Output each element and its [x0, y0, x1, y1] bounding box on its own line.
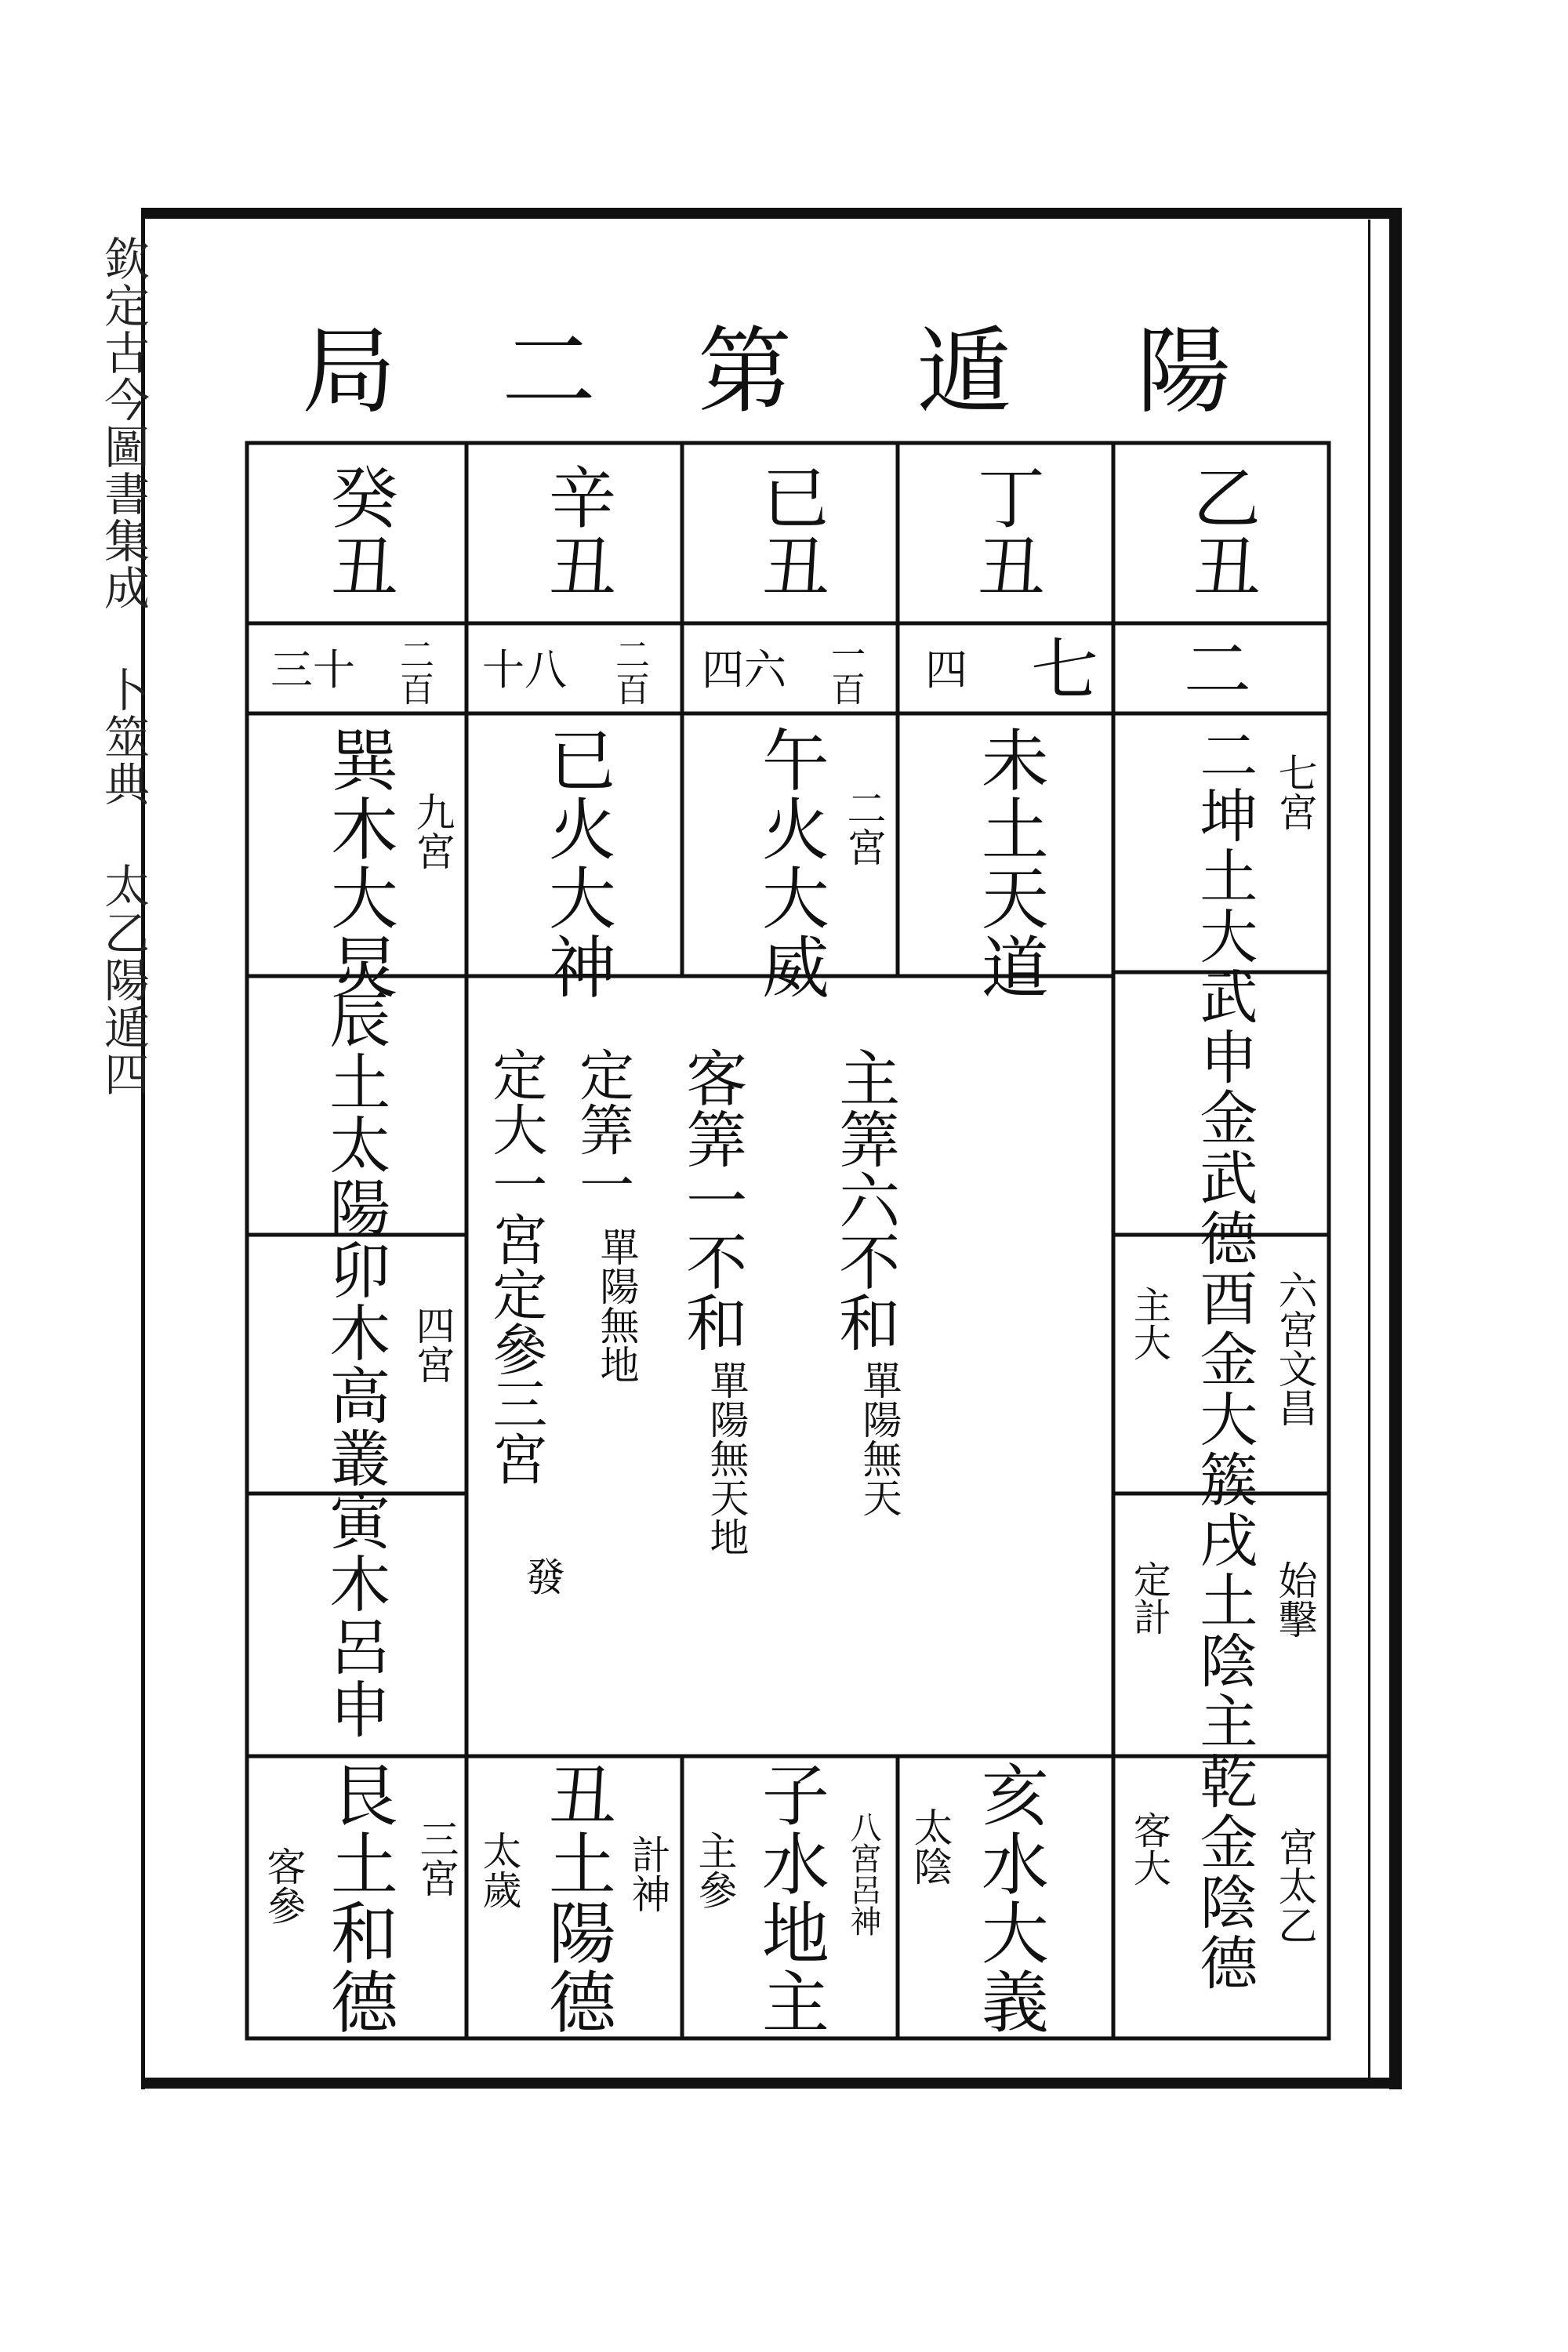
center-host-note: 單陽無天 — [856, 1360, 902, 1517]
number-cell-4-a: 二百 — [609, 637, 649, 706]
center-fixed-palace-note: 發 — [519, 1556, 565, 1595]
upper-cell-2-label: 二宮 — [840, 788, 887, 866]
stem-cell-2: 丁丑 — [965, 463, 1044, 601]
right-label-sixth-palace: 六宮文昌 — [1272, 1270, 1318, 1427]
upper-cell-2: 午火大威 — [750, 725, 829, 1001]
bottom-cell-1-label: 太陰 — [907, 1807, 953, 1886]
stem-cell-4: 辛丑 — [536, 463, 615, 601]
upper-cell-1: 未土天道 — [969, 725, 1048, 1001]
number-cell-4-b: 十八 — [482, 645, 567, 695]
right-column-text: 二坤土大武申金武德酉金大簇戌土陰主乾金陰德 — [1190, 725, 1258, 1993]
right-label-start: 始擊 — [1272, 1560, 1318, 1639]
upper-cell-3: 已火大神 — [536, 725, 615, 1001]
center-guest-note: 單陽無天地 — [703, 1360, 750, 1556]
left-label-fourth-palace: 四宮 — [409, 1305, 456, 1384]
margin-caption: 欽定古今圖書集成 卜筮典 太乙陽遁四 — [96, 235, 150, 1098]
stem-cell-1: 乙丑 — [1181, 463, 1260, 601]
number-cell-5-b: 三十 — [270, 645, 355, 695]
number-cell-3-a: 一百 — [825, 637, 865, 706]
title-char-5: 局 — [302, 318, 396, 426]
right-side-zhu: 主大 — [1127, 1286, 1171, 1361]
number-cell-5-a: 二百 — [394, 637, 434, 706]
bottom-cell-4-label: 三宮 — [413, 1819, 459, 1897]
number-cell-1-a: 二 — [1184, 631, 1251, 710]
stem-cell-3: 已丑 — [750, 463, 829, 601]
number-cell-2-a: 七 — [1031, 631, 1098, 710]
number-cell-3-b: 四六 — [702, 645, 786, 695]
bottom-cell-3-side: 太歲 — [476, 1831, 522, 1909]
title-char-1: 陽 — [1137, 318, 1231, 426]
bottom-cell-4: 艮土和德 — [318, 1760, 397, 2036]
center-fixed-note: 單陽無地 — [593, 1227, 640, 1384]
bottom-cell-2: 子水地主 — [750, 1760, 829, 2036]
right-label-seventh-palace: 七宮 — [1272, 753, 1318, 831]
number-cell-2-b: 四 — [925, 645, 967, 695]
title-char-2: 遁 — [917, 318, 1011, 426]
left-column-text: 辰土太陽卯木高叢寅木呂申 — [319, 988, 390, 1740]
bottom-cell-4-side: 客參 — [260, 1846, 307, 1925]
bottom-cell-2-side: 主參 — [691, 1831, 738, 1909]
bottom-cell-1: 亥水大義 — [969, 1760, 1048, 2036]
center-host-count: 主筭六不和 — [829, 1047, 900, 1352]
right-side-ding: 定計 — [1127, 1560, 1171, 1635]
upper-cell-4-label: 九宮 — [409, 792, 456, 870]
bottom-cell-3: 丑土陽德 — [536, 1760, 615, 2036]
right-label-taiyi: 宮太乙 — [1272, 1827, 1318, 1944]
center-fixed-palace: 定大一宮定參三宮 — [483, 1047, 548, 1486]
bottom-cell-3-label: 計神 — [625, 1835, 671, 1913]
stem-cell-5: 癸丑 — [318, 463, 397, 601]
center-fixed-count: 定筭一 — [570, 1047, 635, 1211]
right-side-ke: 客大 — [1127, 1811, 1171, 1886]
upper-cell-4: 巽木大炅 — [318, 725, 397, 1001]
center-guest-count: 客筭一不和 — [676, 1047, 747, 1352]
title-char-4: 二 — [502, 318, 596, 426]
title-char-3: 第 — [698, 318, 792, 426]
bottom-cell-2-label: 八宮呂神 — [845, 1811, 881, 1936]
